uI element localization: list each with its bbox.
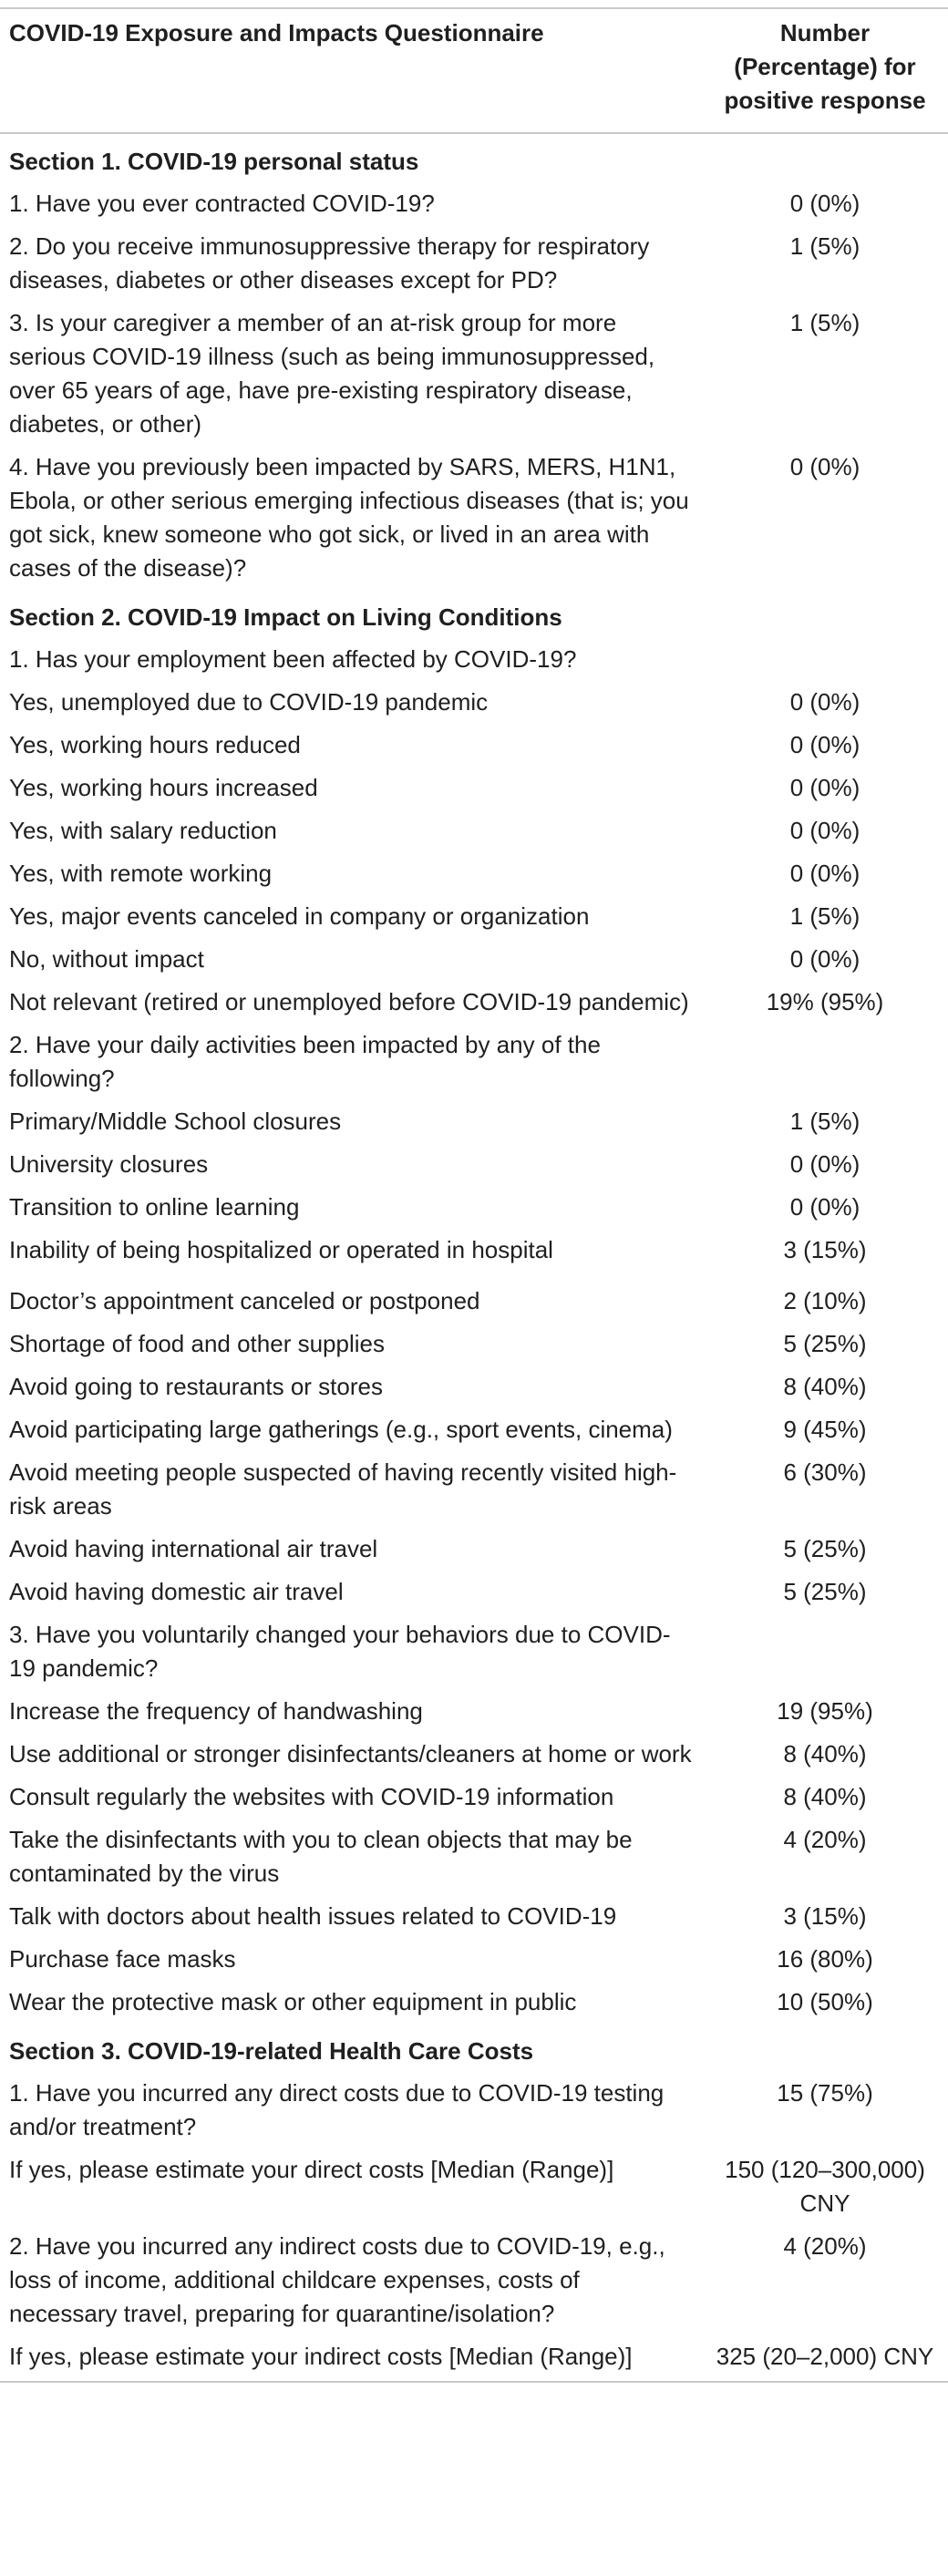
question-cell: Avoid going to restaurants or stores — [9, 1373, 383, 1400]
question-cell: Yes, working hours increased — [9, 774, 318, 801]
question-cell: 1. Has your employment been affected by COVID-19? — [9, 645, 577, 673]
section-header-row — [0, 2024, 948, 2072]
table-row — [0, 1938, 948, 1981]
question-cell: No, without impact — [9, 945, 204, 973]
question-cell: Use additional or stronger disinfectants/cleaners at home or work — [9, 1740, 692, 1767]
question-cell: 4. Have you previously been impacted by SARS, MERS, H1N1, Ebola, or other serious emerging infectious diseases (that is; you got sick, knew someone who got sick, or lived in an area with cases of the disease)? — [9, 453, 689, 582]
response-cell: 5 (25%) — [783, 1578, 867, 1605]
question-cell: Yes, with salary reduction — [9, 817, 277, 844]
question-cell: Consult regularly the websites with COVID-19 information — [9, 1783, 614, 1810]
question-cell: Avoid having domestic air travel — [9, 1578, 344, 1605]
question-cell: Yes, working hours reduced — [9, 731, 301, 758]
response-cell: 0 (0%) — [789, 817, 860, 844]
response-cell: 19 (95%) — [777, 1697, 873, 1725]
table-row — [0, 2335, 948, 2382]
table-row — [0, 182, 948, 225]
response-cell: 6 (30%) — [783, 1458, 867, 1486]
response-cell — [702, 1613, 948, 1690]
response-cell: 5 (25%) — [783, 1535, 867, 1562]
question-cell: 2. Have you incurred any indirect costs due to COVID-19, e.g., loss of income, additional childcare expenses, costs of necessary travel, preparing for quarantine/isolation? — [9, 2232, 665, 2327]
table-row — [0, 1571, 948, 1613]
table-row — [0, 1143, 948, 1186]
table-row — [0, 302, 948, 446]
question-cell: 1. Have you incurred any direct costs due to COVID-19 testing and/or treatment? — [9, 2079, 665, 2140]
table-row — [0, 1323, 948, 1365]
response-cell: 4 (20%) — [783, 2232, 867, 2260]
question-cell: 3. Have you voluntarily changed your behaviors due to COVID-19 pandemic? — [9, 1621, 671, 1682]
response-cell: 15 (75%) — [777, 2079, 873, 2107]
response-cell: 1 (5%) — [789, 309, 860, 336]
question-cell: Take the disinfectants with you to clean objects that may be contaminated by the virus — [9, 1826, 633, 1887]
response-cell: 8 (40%) — [783, 1373, 867, 1400]
question-cell: 3. Is your caregiver a member of an at-risk group for more serious COVID-19 illness (such as being immunosuppressed, over 65 years of age, have pre-existing respiratory disease, diabetes, or other) — [9, 309, 655, 438]
table-row — [0, 1229, 948, 1272]
response-cell: 8 (40%) — [783, 1783, 867, 1810]
question-cell: Purchase face masks — [9, 1945, 236, 1973]
question-cell: Avoid participating large gatherings (e.g., sport events, cinema) — [9, 1416, 673, 1443]
table-row — [0, 1981, 948, 2024]
response-cell: 1 (5%) — [789, 1108, 860, 1135]
table-row — [0, 1451, 948, 1528]
section-header-row — [0, 590, 948, 638]
response-cell — [702, 638, 948, 681]
question-cell: Yes, unemployed due to COVID-19 pandemic — [9, 688, 489, 716]
question-cell: Avoid meeting people suspected of having recently visited high-risk areas — [9, 1458, 677, 1520]
header-question: COVID-19 Exposure and Impacts Questionnaire — [0, 8, 702, 133]
table-row — [0, 2225, 948, 2335]
question-cell: Shortage of food and other supplies — [9, 1330, 385, 1357]
response-cell: 1 (5%) — [789, 232, 860, 260]
response-cell: 10 (50%) — [777, 1988, 873, 2015]
response-cell: 4 (20%) — [783, 1826, 867, 1853]
header-row — [0, 8, 948, 133]
response-cell: 0 (0%) — [789, 945, 860, 973]
response-cell: 2 (10%) — [783, 1287, 867, 1314]
response-cell: 150 (120–300,000) CNY — [725, 2156, 925, 2217]
table-row — [0, 225, 948, 302]
section-title: Section 3. COVID-19-related Health Care Costs — [9, 2037, 534, 2065]
response-cell: 0 (0%) — [789, 1193, 860, 1221]
section-title: Section 1. COVID-19 personal status — [9, 148, 419, 175]
response-cell — [702, 590, 948, 638]
table-row — [0, 1819, 948, 1895]
question-cell: Not relevant (retired or unemployed before COVID-19 pandemic) — [9, 988, 689, 1015]
response-cell: 5 (25%) — [783, 1330, 867, 1357]
response-cell: 1 (5%) — [789, 902, 860, 930]
question-cell: Increase the frequency of handwashing — [9, 1697, 423, 1725]
question-cell: 1. Have you ever contracted COVID-19? — [9, 190, 435, 217]
response-cell: 19% (95%) — [766, 988, 884, 1015]
table-row — [0, 1100, 948, 1143]
response-cell: 0 (0%) — [789, 190, 860, 217]
response-cell: 0 (0%) — [789, 731, 860, 758]
table-row — [0, 2072, 948, 2148]
response-cell: 325 (20–2,000) CNY — [702, 2335, 948, 2382]
table-row — [0, 767, 948, 809]
table-row — [0, 1776, 948, 1819]
table-header — [0, 8, 948, 133]
response-cell: 0 (0%) — [789, 860, 860, 887]
table-row — [0, 1365, 948, 1408]
table-row — [0, 681, 948, 724]
question-cell: Avoid having international air travel — [9, 1535, 378, 1562]
table-row — [0, 1186, 948, 1229]
question-cell: Doctor’s appointment canceled or postponed — [9, 1287, 480, 1314]
response-cell: 3 (15%) — [783, 1236, 867, 1263]
question-cell: Inability of being hospitalized or operated in hospital — [9, 1236, 553, 1263]
table-row — [0, 809, 948, 852]
questionnaire-table — [0, 7, 948, 2383]
question-cell: Primary/Middle School closures — [9, 1108, 342, 1135]
question-cell: Yes, with remote working — [9, 860, 273, 887]
response-cell: 0 (0%) — [789, 453, 860, 480]
table-row — [0, 724, 948, 767]
table-row — [0, 1690, 948, 1733]
table-row — [0, 1272, 948, 1323]
table-row — [0, 1024, 948, 1100]
response-cell — [702, 133, 948, 182]
table-row — [0, 1613, 948, 1690]
table-row — [0, 1408, 948, 1451]
response-cell: 16 (80%) — [777, 1945, 873, 1973]
section-title: Section 2. COVID-19 Impact on Living Conditions — [9, 603, 562, 631]
question-cell: Transition to online learning — [9, 1193, 300, 1221]
question-cell: 2. Do you receive immunosuppressive therapy for respiratory diseases, diabetes or other diseases except for PD? — [9, 232, 650, 294]
table-row — [0, 1733, 948, 1776]
question-cell: Yes, major events canceled in company or organization — [9, 902, 590, 930]
table-row — [0, 895, 948, 938]
table-row — [0, 938, 948, 981]
response-cell — [702, 1024, 948, 1100]
table-row — [0, 638, 948, 681]
question-cell: Talk with doctors about health issues related to COVID-19 — [9, 1902, 617, 1930]
section-header-row — [0, 133, 948, 182]
table-body — [0, 133, 948, 2382]
table-row — [0, 446, 948, 590]
response-cell: 8 (40%) — [783, 1740, 867, 1767]
table-row — [0, 852, 948, 895]
question-cell: University closures — [9, 1150, 209, 1178]
response-cell: 0 (0%) — [789, 774, 860, 801]
response-cell — [702, 2024, 948, 2072]
question-cell: Wear the protective mask or other equipment in public — [9, 1988, 577, 2015]
table-row — [0, 2148, 948, 2225]
table-row — [0, 1528, 948, 1571]
response-cell: 0 (0%) — [789, 688, 860, 716]
response-cell: 3 (15%) — [783, 1902, 867, 1930]
question-cell: If yes, please estimate your direct costs [Median (Range)] — [9, 2156, 614, 2183]
response-cell: 9 (45%) — [783, 1416, 867, 1443]
header-number: Number (Percentage) for positive response — [702, 8, 948, 133]
table-row — [0, 1895, 948, 1938]
table-row — [0, 981, 948, 1024]
response-cell: 0 (0%) — [789, 1150, 860, 1178]
question-cell: If yes, please estimate your indirect costs [Median (Range)] — [0, 2335, 702, 2382]
question-cell: 2. Have your daily activities been impacted by any of the following? — [9, 1031, 601, 1092]
